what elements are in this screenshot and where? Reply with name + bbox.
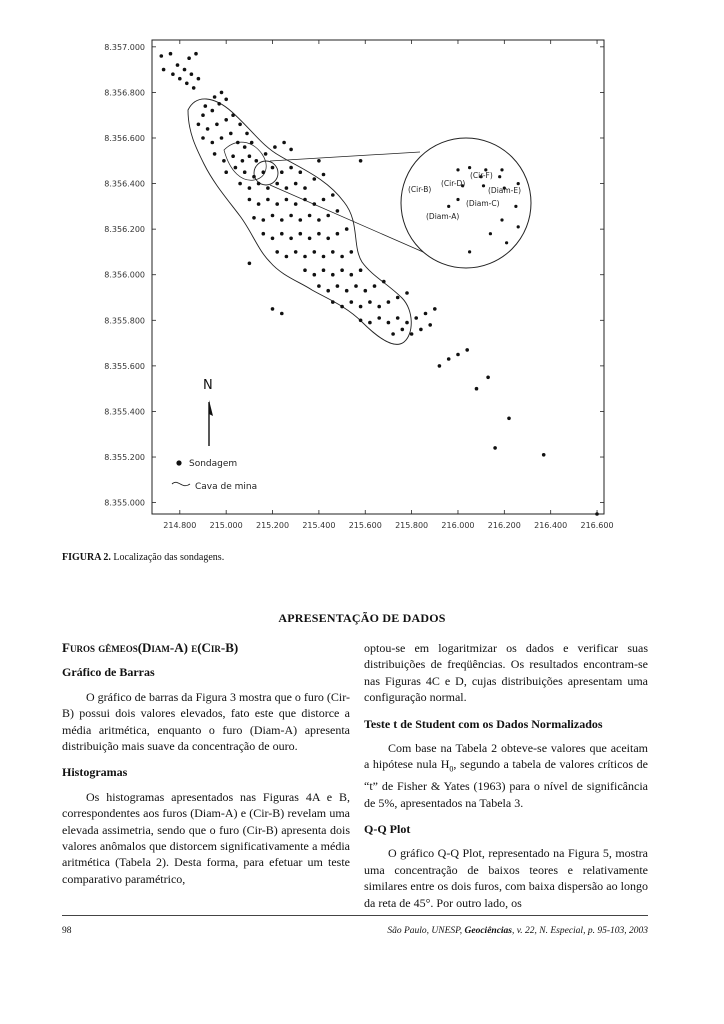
citation-journal: Geociências xyxy=(464,926,513,936)
drill-hole-point xyxy=(303,268,307,272)
drill-hole-points xyxy=(160,52,599,516)
axis-ticks xyxy=(152,40,604,514)
drill-hole-point xyxy=(326,289,330,293)
drill-hole-point xyxy=(410,332,414,336)
drill-hole-point xyxy=(236,141,240,145)
drill-hole-point xyxy=(303,198,307,202)
legend-cava-label: Cava de mina xyxy=(195,482,258,492)
x-tick-label: 216.600 xyxy=(580,521,614,530)
figure-caption xyxy=(62,552,224,563)
drill-hole-point xyxy=(595,512,599,516)
drill-hole-point xyxy=(350,273,354,277)
drill-hole-point xyxy=(262,232,266,236)
drill-hole-point xyxy=(428,323,432,327)
drill-hole-point xyxy=(243,145,247,149)
drill-hole-point xyxy=(185,82,189,86)
drill-hole-point xyxy=(294,202,298,206)
drill-hole-point xyxy=(317,232,321,236)
left-subheading-bar-chart: Gráfico de Barras xyxy=(62,665,155,680)
north-label: N xyxy=(203,378,213,393)
drill-hole-point xyxy=(447,357,451,361)
drill-hole-point xyxy=(273,145,277,149)
drill-hole-point xyxy=(322,198,326,202)
drill-hole-point xyxy=(171,72,175,76)
drill-hole-point xyxy=(266,198,270,202)
inset-drill-hole-point xyxy=(447,205,450,208)
y-tick-label: 8.356.000 xyxy=(104,270,145,280)
drill-hole-point xyxy=(282,141,286,145)
drill-hole-point xyxy=(275,250,279,254)
drill-hole-point xyxy=(350,300,354,304)
drill-hole-point xyxy=(201,136,205,140)
drill-hole-point xyxy=(183,68,187,72)
y-tick-label: 8.357.000 xyxy=(104,42,145,52)
drill-hole-point xyxy=(257,202,261,206)
drill-hole-point xyxy=(331,273,335,277)
y-tick-label: 8.355.400 xyxy=(104,407,145,417)
x-tick-label: 214.800 xyxy=(163,521,197,530)
drill-hole-point xyxy=(231,154,235,158)
drill-hole-point xyxy=(308,214,312,218)
drill-hole-point xyxy=(326,214,330,218)
drill-hole-point xyxy=(275,202,279,206)
drill-hole-point xyxy=(271,237,275,241)
drill-hole-point xyxy=(245,132,249,136)
drill-hole-point xyxy=(238,123,242,127)
drill-hole-point xyxy=(248,186,252,190)
drill-hole-point xyxy=(350,250,354,254)
drill-hole-point xyxy=(220,136,224,140)
drill-hole-point xyxy=(275,182,279,186)
x-tick-label: 215.600 xyxy=(348,521,382,530)
drill-hole-point xyxy=(359,268,363,272)
drill-hole-point xyxy=(486,376,490,380)
drill-hole-point xyxy=(345,289,349,293)
right-paragraph-0: optou-se em logaritmizar os dados e verificar suas distribuições de freqüências. Os resultados encontram-se nas Figuras 4C e D, cujas distribuições apresentam uma configuração normal. xyxy=(364,641,648,705)
left-subheading-histograms: Histogramas xyxy=(62,765,128,780)
drill-hole-point xyxy=(211,141,215,145)
right-subheading-t-test: Teste t de Student com os Dados Normalizados xyxy=(364,716,603,731)
drill-hole-point xyxy=(248,262,252,266)
y-tick-label: 8.355.200 xyxy=(104,453,145,463)
inset-drill-hole-point xyxy=(456,168,459,171)
drill-hole-point xyxy=(224,118,228,122)
right-paragraph-1-a: Com base na Tabela 2 obteve-se valores que aceitam a hipótese nula H xyxy=(364,741,648,772)
drill-hole-point xyxy=(331,300,335,304)
page-number: 98 xyxy=(62,926,72,936)
left-heading: Furos gêmeos(Diam-A) e(Cir-B) xyxy=(62,640,239,655)
drill-hole-point xyxy=(308,237,312,241)
drill-hole-point xyxy=(176,63,180,67)
footer-citation xyxy=(387,926,648,936)
inset-label-diam-a: (Diam-A) xyxy=(426,212,460,221)
drill-hole-point xyxy=(322,173,326,177)
drill-hole-point xyxy=(475,387,479,391)
drill-hole-point xyxy=(160,54,164,58)
drill-hole-point xyxy=(414,316,418,320)
drill-hole-point xyxy=(280,218,284,222)
drill-hole-point xyxy=(252,216,256,220)
drill-hole-point xyxy=(322,268,326,272)
drill-hole-point xyxy=(359,319,363,323)
inset-drill-hole-point xyxy=(500,168,503,171)
citation-part-b: , v. 22, N. Especial, p. 95-103, 2003 xyxy=(512,926,648,936)
x-tick-label: 216.400 xyxy=(534,521,568,530)
inset-label-cir-f: (Cir-F) xyxy=(470,171,493,180)
drill-hole-point xyxy=(326,237,330,241)
drill-hole-point xyxy=(313,177,317,181)
x-axis-tick-labels xyxy=(163,521,613,530)
inset-drill-hole-point xyxy=(489,232,492,235)
drill-hole-point xyxy=(187,56,191,60)
plot-frame xyxy=(152,40,604,514)
x-tick-label: 215.000 xyxy=(209,521,243,530)
drill-hole-point xyxy=(220,91,224,95)
drill-hole-point xyxy=(215,123,219,127)
inset-label-diam-c: (Diam-C) xyxy=(466,199,500,208)
drill-hole-point xyxy=(162,68,166,72)
zoom-connector-top xyxy=(270,152,420,161)
drill-hole-point xyxy=(192,86,196,90)
inset-label-cir-b: (Cir-B) xyxy=(408,185,432,194)
drill-hole-point xyxy=(243,170,247,174)
drill-hole-point xyxy=(178,77,182,81)
drill-hole-point xyxy=(433,307,437,311)
drill-hole-point xyxy=(201,113,205,117)
inset-drill-hole-point xyxy=(498,175,501,178)
section-title: APRESENTAÇÃO DE DADOS xyxy=(278,611,446,625)
y-axis-tick-labels xyxy=(104,43,145,508)
drill-hole-point xyxy=(252,175,256,179)
inset-drill-hole-point xyxy=(517,225,520,228)
drill-hole-point xyxy=(424,312,428,316)
drill-hole-point xyxy=(313,273,317,277)
drill-hole-point xyxy=(248,198,252,202)
drill-hole-point xyxy=(254,159,258,163)
drill-hole-point xyxy=(250,141,254,145)
drill-hole-point xyxy=(266,186,270,190)
drill-hole-point xyxy=(285,186,289,190)
drill-hole-point xyxy=(194,52,198,56)
drill-hole-point xyxy=(217,102,221,106)
drill-hole-point xyxy=(271,307,275,311)
drill-hole-point xyxy=(387,300,391,304)
drill-hole-point xyxy=(303,255,307,259)
north-arrow xyxy=(203,378,213,446)
drill-hole-point xyxy=(224,170,228,174)
drill-hole-point xyxy=(289,166,293,170)
drill-hole-point xyxy=(224,98,228,102)
drill-hole-point xyxy=(197,77,201,81)
drill-hole-point xyxy=(294,182,298,186)
drill-hole-point xyxy=(340,268,344,272)
legend xyxy=(172,459,257,492)
left-column xyxy=(62,640,350,887)
drill-hole-point xyxy=(197,123,201,127)
inset-label-cir-d: (Cir-D) xyxy=(441,179,466,188)
drill-hole-point xyxy=(493,446,497,450)
x-tick-label: 215.200 xyxy=(255,521,290,530)
drill-hole-point xyxy=(377,316,381,320)
drill-hole-point xyxy=(438,364,442,368)
drill-hole-point xyxy=(213,95,217,99)
drill-hole-point xyxy=(396,316,400,320)
drill-hole-point xyxy=(241,159,245,163)
inset-drill-hole-point xyxy=(456,198,459,201)
y-tick-label: 8.356.400 xyxy=(104,179,145,189)
right-subheading-qq-plot: Q-Q Plot xyxy=(364,822,411,837)
right-column xyxy=(364,640,648,911)
drill-hole-point xyxy=(322,255,326,259)
drill-hole-point xyxy=(294,250,298,254)
drill-hole-point xyxy=(456,353,460,357)
drill-hole-point xyxy=(405,321,409,325)
drill-hole-point xyxy=(336,232,340,236)
drill-hole-point xyxy=(289,148,293,152)
drill-hole-point xyxy=(280,232,284,236)
drill-hole-point xyxy=(238,182,242,186)
drill-hole-point xyxy=(354,284,358,288)
x-tick-label: 215.800 xyxy=(395,521,429,530)
drill-hole-point xyxy=(271,214,275,218)
figure-caption-label: FIGURA 2. xyxy=(62,552,111,563)
drill-hole-point xyxy=(373,284,377,288)
drill-hole-point xyxy=(405,291,409,295)
drill-hole-point xyxy=(211,109,215,113)
drill-hole-point xyxy=(396,296,400,300)
drill-hole-point xyxy=(264,152,268,156)
drill-hole-point xyxy=(257,182,261,186)
drill-hole-point xyxy=(340,305,344,309)
drill-hole-point xyxy=(317,159,321,163)
inset-label-diam-e: (Diam-E) xyxy=(488,186,522,195)
left-paragraph-1: O gráfico de barras da Figura 3 mostra que o furo (Cir-B) possui dois valores elevados, fato este que distorce a média aritmética, enquanto o furo (Diam-A) apresenta distribuição mais suave da concentração de ouro. xyxy=(62,689,351,754)
drill-hole-point xyxy=(368,300,372,304)
drill-hole-point xyxy=(387,321,391,325)
legend-sondagem-label: Sondagem xyxy=(189,459,238,469)
drill-hole-point xyxy=(401,328,405,332)
y-tick-label: 8.356.200 xyxy=(104,225,145,235)
drill-hole-point xyxy=(465,348,469,352)
right-paragraph-2: O gráfico Q-Q Plot, representado na Figura 5, mostra uma concentração de baixos teores e relativamente similares entre os dois furos, com baixa dispersão ao longo da reta de 45°. Por outro lado, os xyxy=(364,846,648,910)
inset-drill-hole-point xyxy=(517,182,520,185)
x-tick-label: 215.400 xyxy=(302,521,336,530)
drill-hole-point xyxy=(213,152,217,156)
drill-hole-point xyxy=(313,250,317,254)
drill-hole-point xyxy=(336,284,340,288)
legend-cava-swatch xyxy=(172,482,190,485)
inset-drill-hole-point xyxy=(468,166,471,169)
drill-hole-point xyxy=(340,255,344,259)
drill-hole-point xyxy=(289,214,293,218)
drill-hole-point xyxy=(222,159,226,163)
drill-hole-point xyxy=(359,159,363,163)
y-tick-label: 8.355.800 xyxy=(104,316,145,326)
drill-hole-point xyxy=(382,280,386,284)
drill-hole-point xyxy=(317,284,321,288)
drill-hole-point xyxy=(303,186,307,190)
drill-hole-point xyxy=(229,132,233,136)
citation-part-a: São Paulo, UNESP, xyxy=(387,926,465,936)
inset-drill-hole-point xyxy=(468,250,471,253)
y-tick-label: 8.355.000 xyxy=(104,498,145,508)
drill-hole-point xyxy=(391,332,395,336)
drill-hole-point xyxy=(285,255,289,259)
drill-hole-point xyxy=(190,72,194,76)
drill-hole-point xyxy=(289,237,293,241)
inset-drill-hole-point xyxy=(482,184,485,187)
right-paragraph-1 xyxy=(364,740,648,811)
right-paragraph-1-b: , segundo a tabela de valores críticos de “t” de Fisher & Yates (1963) para o nível de significância de 5%, apresentados na Tabela 3. xyxy=(364,757,648,810)
drill-hole-point xyxy=(280,170,284,174)
drill-hole-point xyxy=(169,52,173,56)
drill-hole-point xyxy=(299,170,303,174)
y-tick-label: 8.355.600 xyxy=(104,361,145,371)
drill-hole-point xyxy=(359,305,363,309)
drill-hole-point xyxy=(262,170,266,174)
x-tick-label: 216.200 xyxy=(487,521,521,530)
drill-hole-point xyxy=(231,113,235,117)
x-tick-label: 216.000 xyxy=(441,521,475,530)
drill-hole-point xyxy=(542,453,546,457)
drill-hole-point xyxy=(262,218,266,222)
drill-hole-point xyxy=(271,166,275,170)
drill-hole-point xyxy=(299,232,303,236)
drill-hole-point xyxy=(336,209,340,213)
drill-hole-point xyxy=(331,193,335,197)
drill-hole-point xyxy=(285,198,289,202)
drill-hole-point xyxy=(368,321,372,325)
legend-sondagem-marker xyxy=(176,460,181,465)
footer-rule xyxy=(62,915,648,916)
drill-hole-point xyxy=(377,305,381,309)
drill-hole-point xyxy=(345,227,349,231)
y-tick-label: 8.356.600 xyxy=(104,133,145,143)
drill-hole-point xyxy=(331,250,335,254)
drill-hole-point xyxy=(507,417,511,421)
inset-drill-hole-point xyxy=(505,241,508,244)
h0-subscript: 0 xyxy=(449,764,454,774)
drill-hole-point xyxy=(280,312,284,316)
drill-hole-point xyxy=(419,328,423,332)
figure-caption-text: Localização das sondagens. xyxy=(110,552,225,563)
drill-hole-point xyxy=(234,166,238,170)
drill-hole-point xyxy=(364,289,368,293)
drill-hole-point xyxy=(204,104,208,108)
drill-hole-point xyxy=(299,218,303,222)
left-paragraph-2: Os histogramas apresentados nas Figuras 4A e B, correspondentes aos furos (Diam-A) e (Cir-B) revelam uma elevada assimetria, sendo que o furo (Cir-B) apresenta dois valores anômalos que distorcem significativamente a média aritmética (Tabela 2). Desta forma, para efetuar um teste comparativo paramétrico, xyxy=(62,789,350,886)
drill-hole-point xyxy=(248,154,252,158)
inset-drill-hole-point xyxy=(514,205,517,208)
drill-hole-point xyxy=(206,127,210,131)
drill-hole-point xyxy=(317,218,321,222)
drill-hole-point xyxy=(313,202,317,206)
y-tick-label: 8.356.800 xyxy=(104,88,145,98)
inset-drill-hole-point xyxy=(500,218,503,221)
